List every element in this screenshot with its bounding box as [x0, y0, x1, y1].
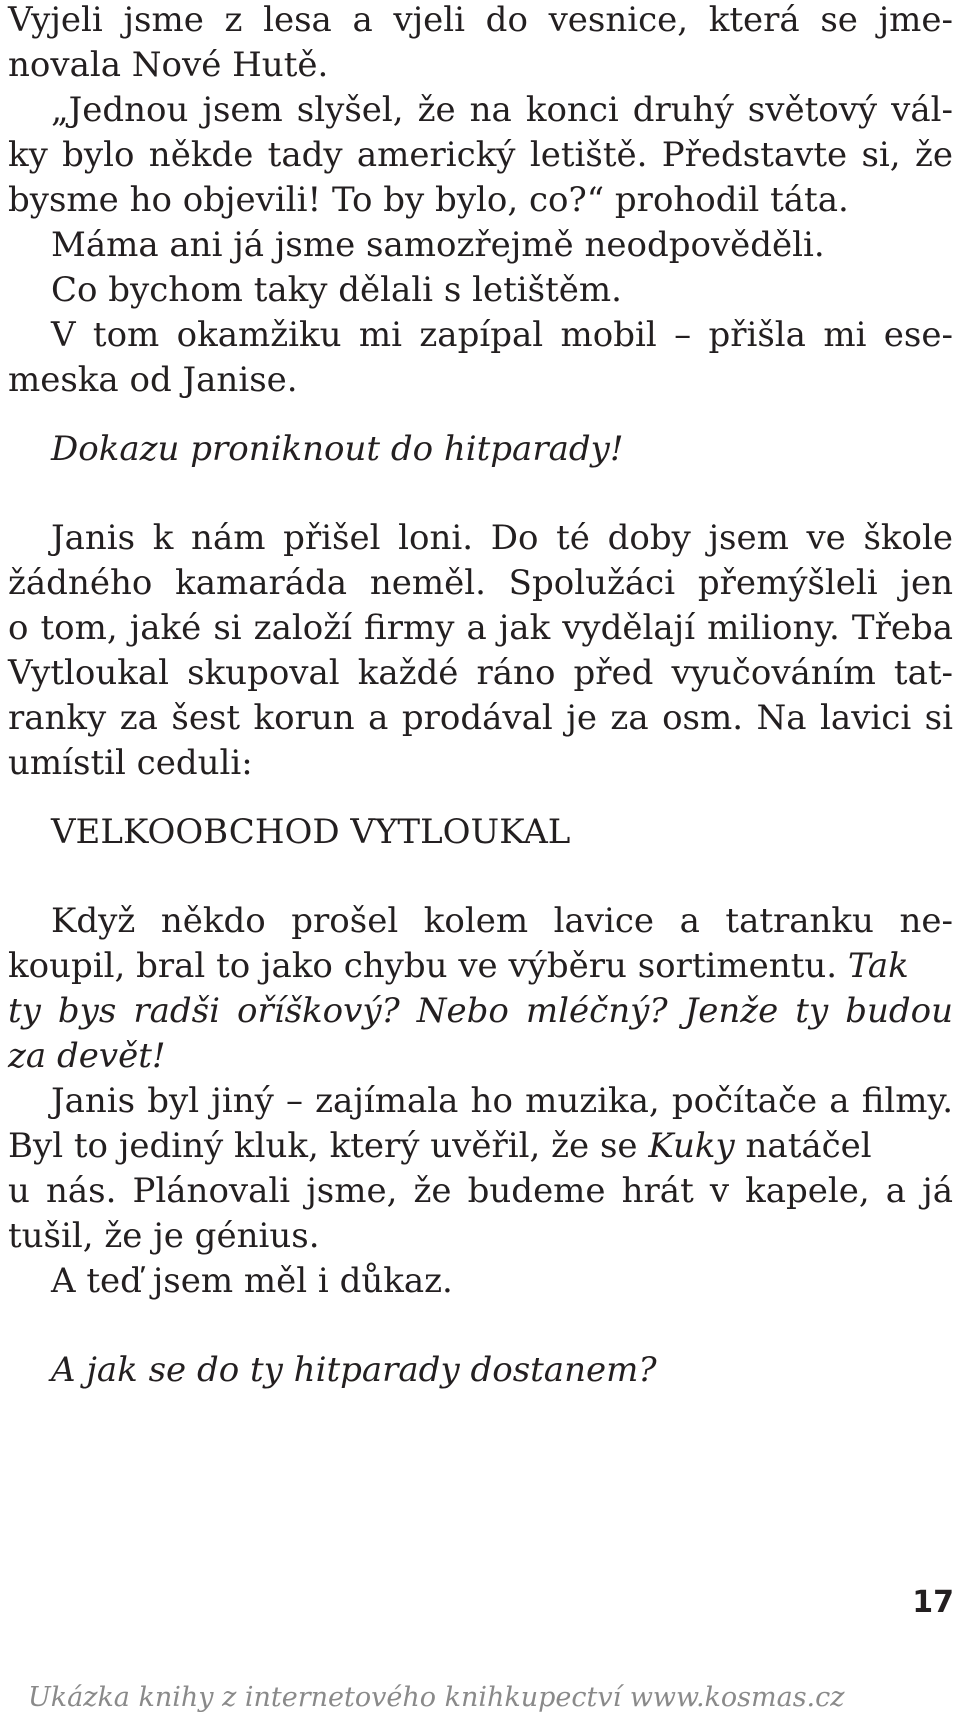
text-line: Vytloukal skupoval každé ráno před vyučováním tat-	[8, 653, 953, 693]
text-segment: natáčel	[745, 1126, 872, 1166]
text-line	[8, 942, 953, 991]
text-line: ky bylo někde tady americký letiště. Představte si, že	[8, 135, 953, 175]
text-line: o tom, jaké si založí firmy a jak vydělají miliony. Třeba	[8, 608, 953, 648]
page-number: 17	[912, 1585, 954, 1620]
text-line: „Jednou jsem slyšel, že na konci druhý světový vál-	[51, 90, 953, 130]
footer-watermark: Ukázka knihy z internetového knihkupectví www.kosmas.cz	[28, 1682, 845, 1713]
text-line: A teď jsem měl i důkaz.	[51, 1261, 453, 1301]
text-line: za devět!	[8, 1036, 166, 1076]
italic-segment: Tak	[847, 946, 909, 986]
sign-text: VELKOOBCHOD VYTLOUKAL	[51, 812, 571, 852]
text-line: V tom okamžiku mi zapípal mobil – přišla mi ese-	[51, 315, 953, 355]
text-segment: Byl to jediný kluk, který uvěřil, že se	[8, 1126, 638, 1166]
text-line: meska od Janise.	[8, 360, 298, 400]
text-line: bysme ho objevili! To by bylo, co?“ prohodil táta.	[8, 180, 849, 220]
text-line: žádného kamaráda neměl. Spolužáci přemýšleli jen	[8, 563, 953, 603]
text-line: Janis byl jiný – zajímala ho muzika, počítače a filmy.	[51, 1081, 953, 1121]
text-line: tušil, že je génius.	[8, 1216, 320, 1256]
text-line: Když někdo prošel kolem lavice a tatranku ne-	[51, 901, 953, 941]
text-segment: koupil, bral to jako chybu ve výběru sortimentu.	[8, 946, 838, 986]
italic-segment: Kuky	[648, 1126, 735, 1166]
text-line: u nás. Plánovali jsme, že budeme hrát v kapele, a já	[8, 1171, 953, 1211]
text-line: Vyjeli jsme z lesa a vjeli do vesnice, která se jme-	[8, 0, 953, 40]
text-line: ranky za šest korun a prodával je za osm. Na lavici si	[8, 698, 953, 738]
text-line: Máma ani já jsme samozřejmě neodpověděli.	[51, 225, 825, 265]
text-line: ty bys radši oříškový? Nebo mléčný? Jenže ty budou	[8, 991, 953, 1031]
text-line: novala Nové Hutě.	[8, 45, 329, 85]
sms-message: Dokazu proniknout do hitparady!	[51, 429, 624, 469]
text-line: Co bychom taky dělali s letištěm.	[51, 270, 622, 310]
text-line: umístil ceduli:	[8, 743, 253, 783]
thought-line: A jak se do ty hitparady dostanem?	[51, 1350, 657, 1390]
text-line: Janis k nám přišel loni. Do té doby jsem ve škole	[51, 518, 953, 558]
text-line	[8, 1122, 953, 1171]
